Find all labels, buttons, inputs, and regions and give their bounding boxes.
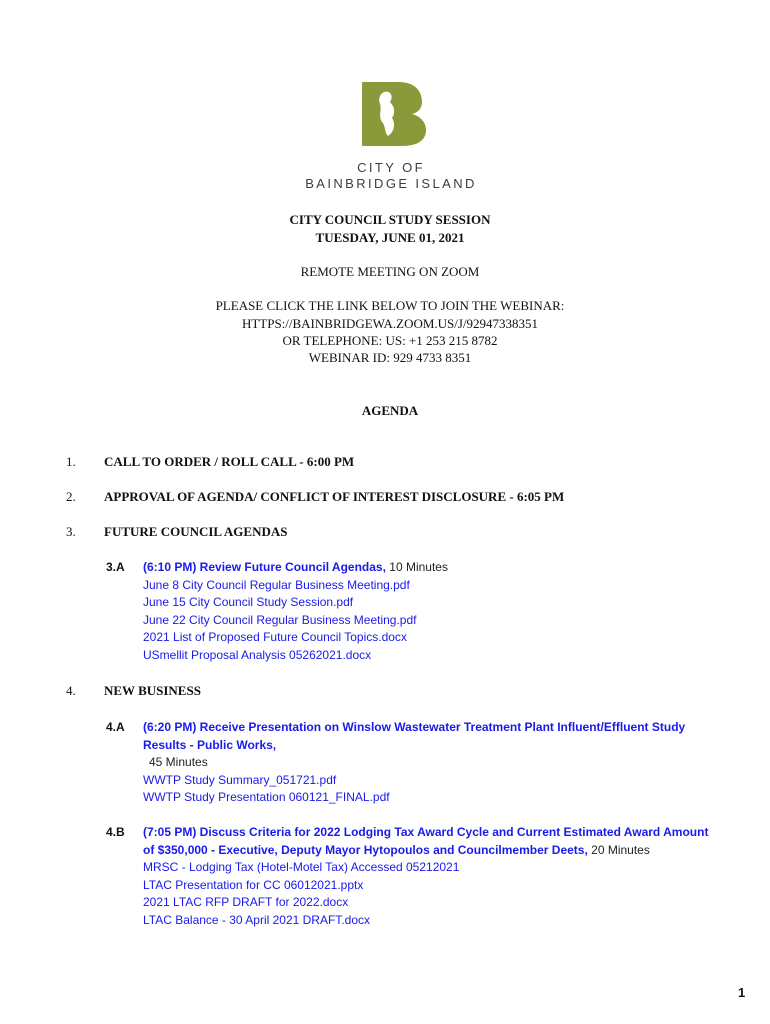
item-title-link-continued[interactable]: of $350,000 - Executive, Deputy Mayor Hytopoulos and Councilmember Deets, bbox=[143, 842, 588, 857]
section-number: 2. bbox=[66, 489, 76, 504]
attachment-link[interactable]: LTAC Presentation for CC 06012021.pptx bbox=[143, 877, 364, 892]
attachment-link[interactable]: USmellit Proposal Analysis 05262021.docx bbox=[143, 647, 372, 662]
attachment-link[interactable]: LTAC Balance - 30 April 2021 DRAFT.docx bbox=[143, 912, 370, 927]
webinar-url: HTTPS://BAINBRIDGEWA.ZOOM.US/J/92947338351 bbox=[241, 316, 539, 331]
attachment-link[interactable]: 2021 List of Proposed Future Council Topics.docx bbox=[143, 630, 407, 644]
item-duration: 10 Minutes bbox=[389, 560, 448, 574]
section-number: 4. bbox=[66, 683, 76, 698]
logo-line-city-of: CITY OF bbox=[357, 160, 425, 175]
bainbridge-b-logo-icon bbox=[360, 80, 428, 148]
telephone-number: OR TELEPHONE: US: +1 253 215 8782 bbox=[282, 333, 498, 348]
section-title: FUTURE COUNCIL AGENDAS bbox=[104, 524, 288, 539]
item-code: 4.B bbox=[106, 825, 125, 839]
attachment-link[interactable]: June 8 City Council Regular Business Meeting.pdf bbox=[143, 577, 410, 592]
item-title-link-continued[interactable]: Results - Public Works, bbox=[143, 737, 277, 752]
agenda-heading: AGENDA bbox=[361, 403, 419, 418]
attachment-link[interactable]: WWTP Study Presentation 060121_FINAL.pdf bbox=[143, 790, 390, 804]
attachment-link[interactable]: MRSC - Lodging Tax (Hotel-Motel Tax) Accessed 05212021 bbox=[143, 860, 460, 874]
city-logo bbox=[305, 80, 477, 191]
attachment-link[interactable]: WWTP Study Summary_051721.pdf bbox=[143, 772, 337, 787]
attachment-link[interactable]: June 22 City Council Regular Business Meeting.pdf bbox=[143, 612, 417, 627]
item-duration: 20 Minutes bbox=[591, 842, 650, 857]
attachment-link[interactable]: June 15 City Council Study Session.pdf bbox=[143, 595, 354, 609]
webinar-instructions: PLEASE CLICK THE LINK BELOW TO JOIN THE WEBINAR: bbox=[215, 298, 565, 313]
logo-line-bainbridge: BAINBRIDGE ISLAND bbox=[305, 176, 477, 191]
item-duration: 45 Minutes bbox=[149, 755, 208, 769]
attachment-link[interactable]: 2021 LTAC RFP DRAFT for 2022.docx bbox=[143, 895, 349, 909]
item-title-link[interactable]: (7:05 PM) Discuss Criteria for 2022 Lodging Tax Award Cycle and Current Estimated Award Amount bbox=[143, 825, 709, 839]
item-code: 4.A bbox=[106, 720, 125, 734]
meeting-date: TUESDAY, JUNE 01, 2021 bbox=[315, 230, 465, 245]
page-number: 1 bbox=[738, 985, 746, 1000]
item-code: 3.A bbox=[106, 560, 125, 574]
item-title-link[interactable]: (6:20 PM) Receive Presentation on Winslow Wastewater Treatment Plant Influent/Effluent Study bbox=[143, 720, 686, 734]
section-number: 1. bbox=[66, 454, 76, 469]
item-title-link[interactable]: (6:10 PM) Review Future Council Agendas, bbox=[143, 560, 386, 574]
section-number: 3. bbox=[66, 524, 76, 539]
section-title: CALL TO ORDER / ROLL CALL - 6:00 PM bbox=[104, 454, 355, 469]
meeting-title: CITY COUNCIL STUDY SESSION bbox=[289, 212, 491, 227]
section-title: APPROVAL OF AGENDA/ CONFLICT OF INTEREST DISCLOSURE - 6:05 PM bbox=[104, 489, 565, 504]
webinar-id: WEBINAR ID: 929 4733 8351 bbox=[308, 350, 472, 365]
meeting-type: REMOTE MEETING ON ZOOM bbox=[300, 264, 480, 279]
section-title: NEW BUSINESS bbox=[104, 683, 201, 698]
